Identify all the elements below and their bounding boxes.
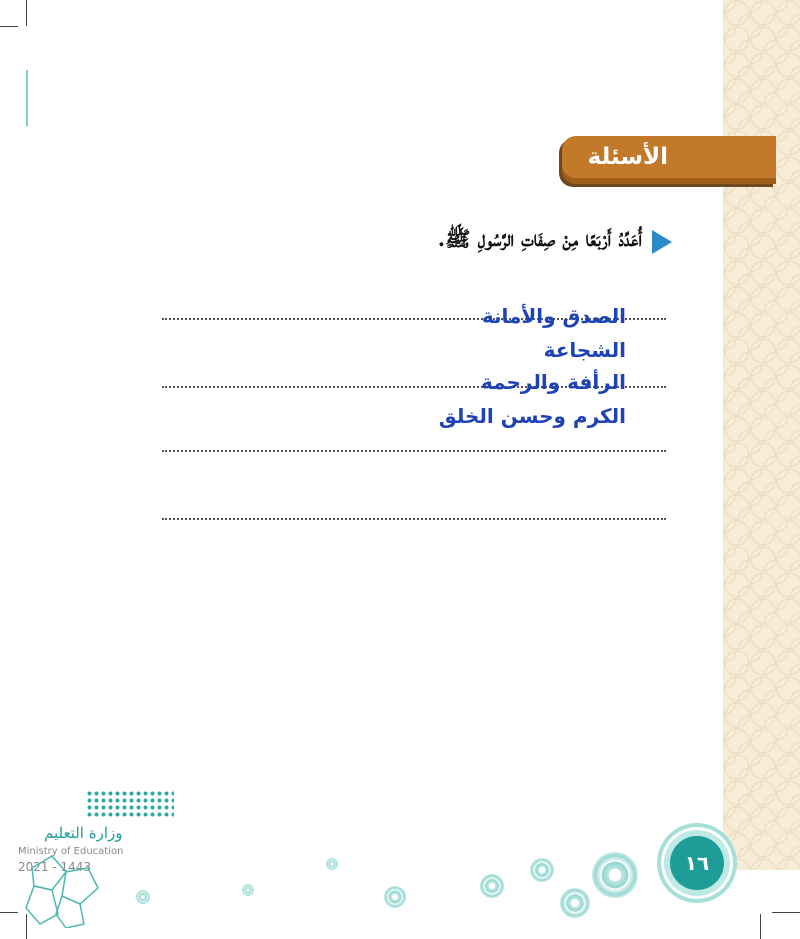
page-number-badge xyxy=(670,836,724,890)
page-number: ١٦ xyxy=(684,851,710,875)
answer-line-4[interactable] xyxy=(162,518,666,520)
margin-rule xyxy=(26,70,28,126)
answer-2: الشجاعة xyxy=(543,338,626,362)
answer-1: الصدق والأمانة xyxy=(481,304,626,328)
decorative-rosette xyxy=(242,884,254,896)
ministry-logo xyxy=(18,790,178,930)
edition-years: 2021 - 1443 xyxy=(18,860,92,874)
crop-mark xyxy=(0,26,18,27)
question-text: أُعَدِّدُ أَرْبَعًا مِنْ صِفَاتِ الرَّسُولِ ﷺ. xyxy=(437,226,642,251)
decorative-rosette xyxy=(480,874,504,898)
decorative-rosette xyxy=(530,858,554,882)
crop-mark xyxy=(26,0,27,26)
question xyxy=(438,226,672,257)
decorative-rosette xyxy=(136,890,150,904)
ministry-name-arabic: وزارة التعليم xyxy=(44,824,123,842)
section-banner xyxy=(562,136,776,184)
section-title: الأسئلة xyxy=(587,144,668,170)
crop-mark xyxy=(0,912,18,913)
answer-line-3[interactable] xyxy=(162,450,666,452)
crop-mark xyxy=(772,912,800,913)
answer-3: الرأفة والرحمة xyxy=(480,370,626,394)
ministry-dot-emblem-icon xyxy=(86,790,174,818)
decorative-rosette xyxy=(384,886,406,908)
ministry-name-english: Ministry of Education xyxy=(18,846,124,857)
crop-mark xyxy=(760,914,761,939)
decorative-rosette xyxy=(592,852,638,898)
decorative-rosette xyxy=(326,858,338,870)
triangle-bullet-icon xyxy=(652,230,672,254)
decorative-pattern-strip xyxy=(723,0,800,870)
decorative-rosette xyxy=(560,888,590,918)
geometric-outline-icon xyxy=(22,838,132,928)
answer-4: الكرم وحسن الخلق xyxy=(438,404,626,428)
